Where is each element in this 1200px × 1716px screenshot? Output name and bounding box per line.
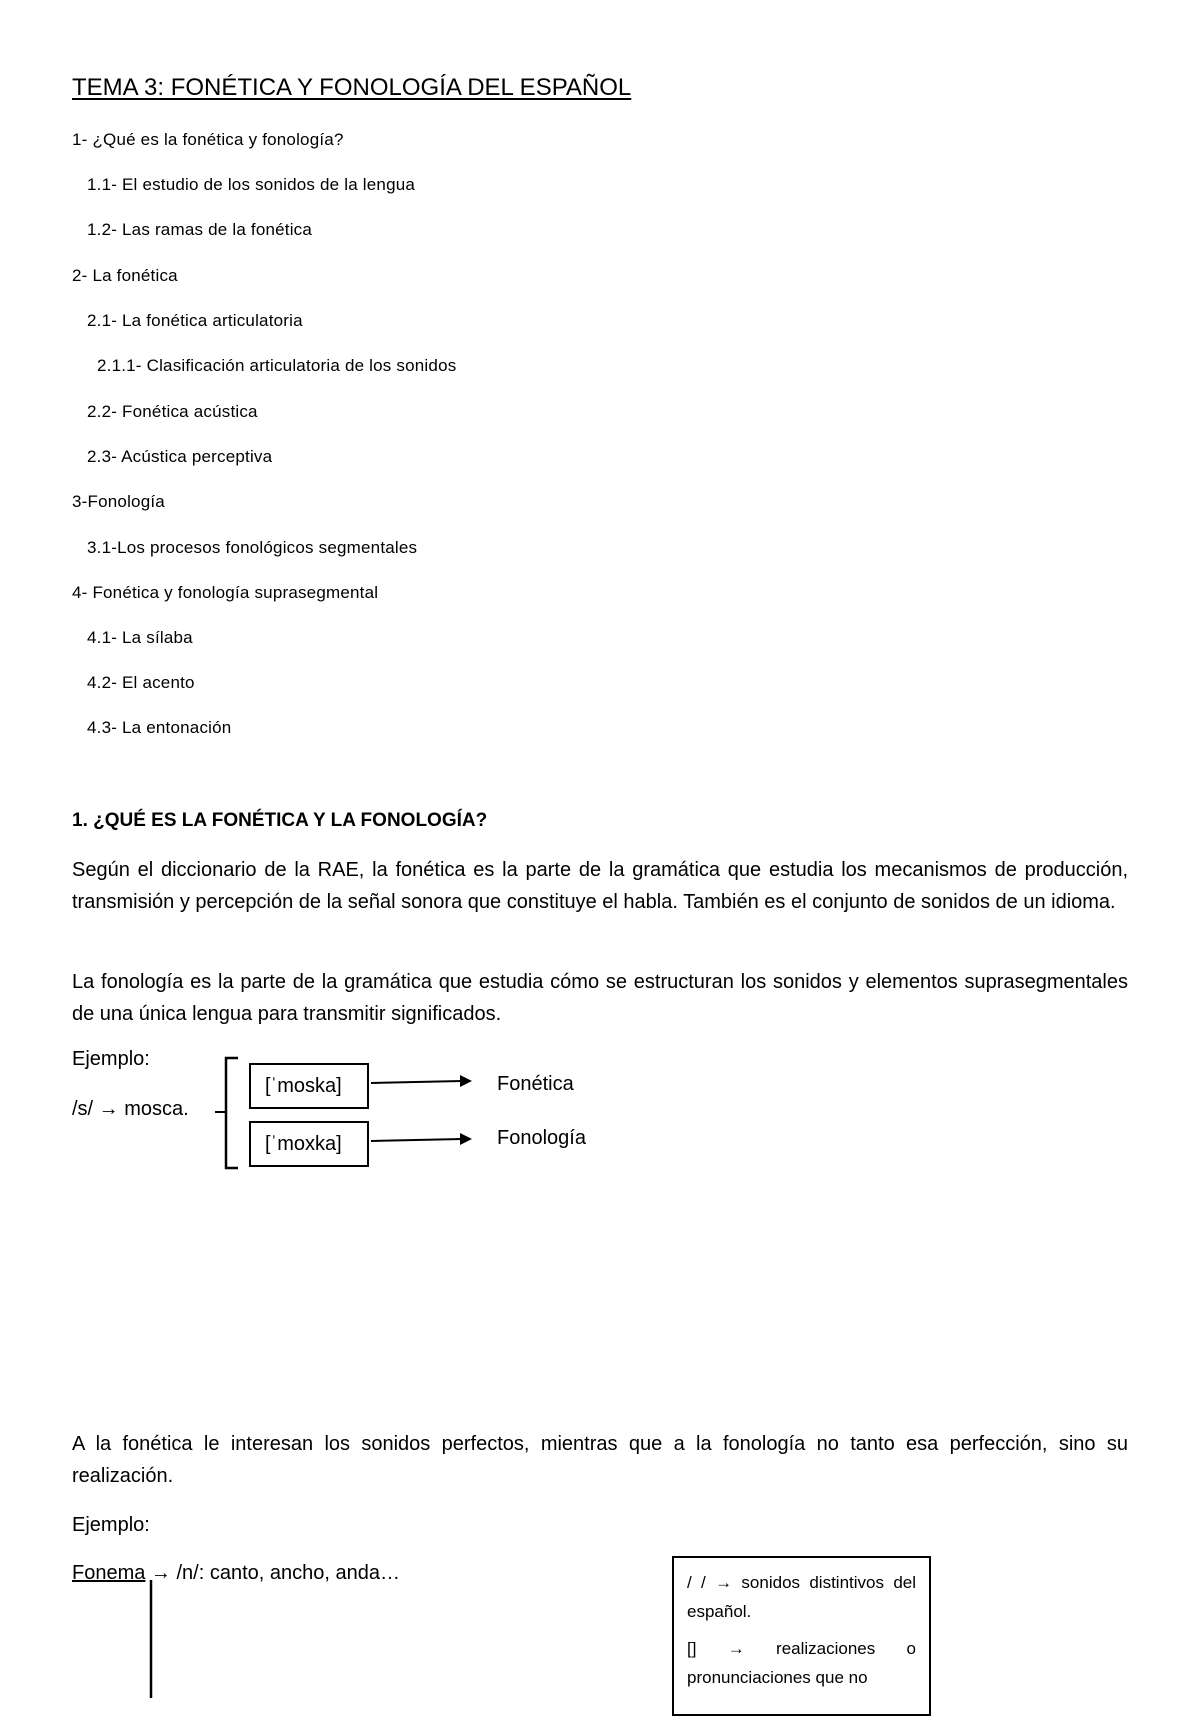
example-phoneme: /s/ → mosca. [72, 1098, 189, 1120]
toc-item: 1.1- El estudio de los sonidos de la lengua [87, 175, 416, 194]
toc-item: 2.1- La fonética articulatoria [87, 311, 303, 330]
ipa-box-fonetica: [ˈmoska] [249, 1063, 369, 1109]
toc-item: 4.3- La entonación [87, 718, 232, 737]
document-title: TEMA 3: FONÉTICA Y FONOLOGÍA DEL ESPAÑOL [72, 74, 632, 101]
arrowhead-icon [460, 1075, 472, 1087]
toc-item: 4- Fonética y fonología suprasegmental [72, 583, 379, 602]
toc-item: 2.2- Fonética acústica [87, 402, 258, 421]
note-line: / / → sonidos distintivos del español. [687, 1573, 916, 1621]
arrowhead-icon [460, 1133, 472, 1145]
toc-item: 2.1.1- Clasificación articulatoria de los sonidos [97, 356, 457, 375]
fonema-example [72, 1562, 400, 1585]
example-label: Ejemplo: [72, 1514, 150, 1536]
arrow-fonetica [371, 1081, 462, 1083]
fonema-word: Fonema [72, 1562, 146, 1584]
paragraph: A la fonética le interesan los sonidos perfectos, mientras que a la fonología no tanto esa perfección, sino su realización. [72, 1433, 1128, 1487]
toc-item: 1- ¿Qué es la fonética y fonología? [72, 130, 344, 149]
toc-item: 3.1-Los procesos fonológicos segmentales [87, 538, 418, 557]
toc-item: 4.1- La sílaba [87, 628, 193, 647]
toc-item: 2- La fonética [72, 266, 178, 285]
paragraph: La fonología es la parte de la gramática que estudia cómo se estructuran los sonidos y elementos suprasegmentales de una única lengua para transmitir significados. [72, 971, 1128, 1025]
arrow-fonologia [371, 1139, 462, 1141]
arrow-label-fonologia: Fonología [497, 1127, 586, 1149]
toc-item: 1.2- Las ramas de la fonética [87, 220, 313, 239]
toc-item: 3-Fonología [72, 492, 165, 511]
example-label: Ejemplo: [72, 1048, 150, 1070]
arrow-label-fonetica: Fonética [497, 1073, 574, 1095]
notation-note-box [672, 1556, 931, 1716]
ipa-box-fonologia: [ˈmoxka] [249, 1121, 369, 1167]
toc-item: 4.2- El acento [87, 673, 195, 692]
note-line: [] → realizaciones o pronunciaciones que no [687, 1639, 916, 1687]
fonema-examples: → /n/: canto, ancho, anda… [145, 1562, 400, 1584]
toc-item: 2.3- Acústica perceptiva [87, 447, 273, 466]
section-heading: 1. ¿QUÉ ES LA FONÉTICA Y LA FONOLOGÍA? [72, 810, 488, 831]
bracket-shape [226, 1058, 238, 1168]
paragraph: Según el diccionario de la RAE, la fonética es la parte de la gramática que estudia los mecanismos de producción, transmisión y percepción de la señal sonora que constituye el habla. También es el conjunto de sonidos de un idioma. [72, 859, 1128, 913]
